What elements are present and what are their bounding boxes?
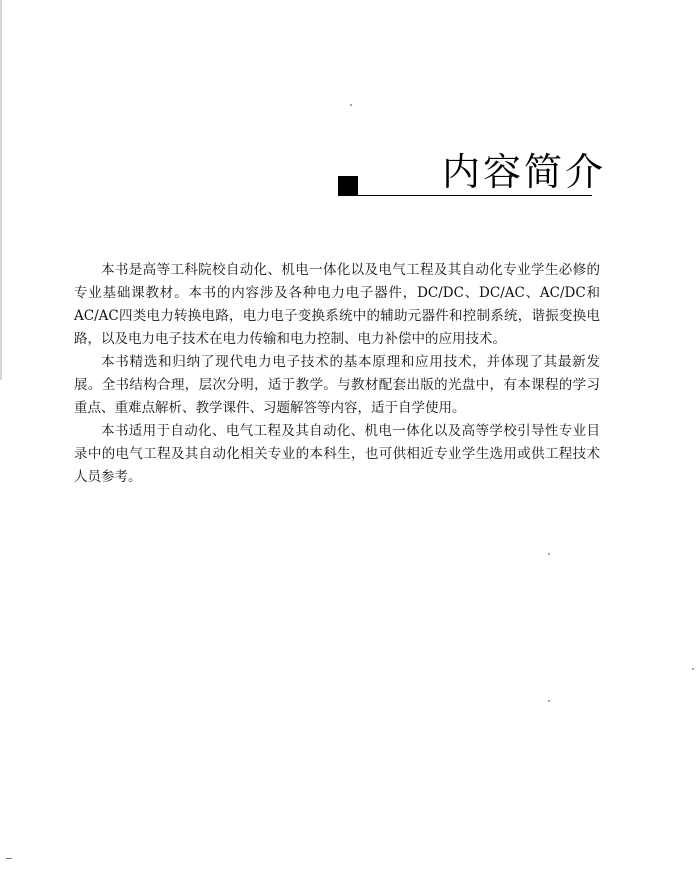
- paragraph-2: 本书精选和归纳了现代电力电子技术的基本原理和应用技术，并体现了其最新发展。全书结构合理，层次分明，适于教学。与教材配套出版的光盘中，有本课程的学习重点、重难点解析、教学课件、习题解答等内容，适于自学使用。: [74, 354, 600, 416]
- scan-speck: [548, 700, 550, 702]
- scan-left-edge: [0, 0, 2, 380]
- summary-body: [74, 259, 600, 489]
- scan-speck: [548, 553, 550, 555]
- page-title: 内容简介: [442, 150, 607, 194]
- scan-speck: [692, 668, 694, 670]
- scan-bottom-mark: [6, 858, 12, 859]
- paragraph-1: 本书是高等工科院校自动化、机电一体化以及电气工程及其自动化专业学生必修的专业基础课教材。本书的内容涉及各种电力电子器件，DC/DC、DC/AC、AC/DC和AC/AC四类电力转换电路，电力电子变换系统中的辅助元器件和控制系统，谐振变换电路，以及电力电子技术在电力传输和电力控制、电力补偿中的应用技术。: [74, 262, 600, 347]
- heading-marker-block: [338, 176, 358, 196]
- paragraph-3: 本书适用于自动化、电气工程及其自动化、机电一体化以及高等学校引导性专业目录中的电气工程及其自动化相关专业的本科生，也可供相近专业学生选用或供工程技术人员参考。: [74, 423, 600, 485]
- scan-speck: [350, 104, 352, 106]
- heading-underline: [358, 195, 592, 196]
